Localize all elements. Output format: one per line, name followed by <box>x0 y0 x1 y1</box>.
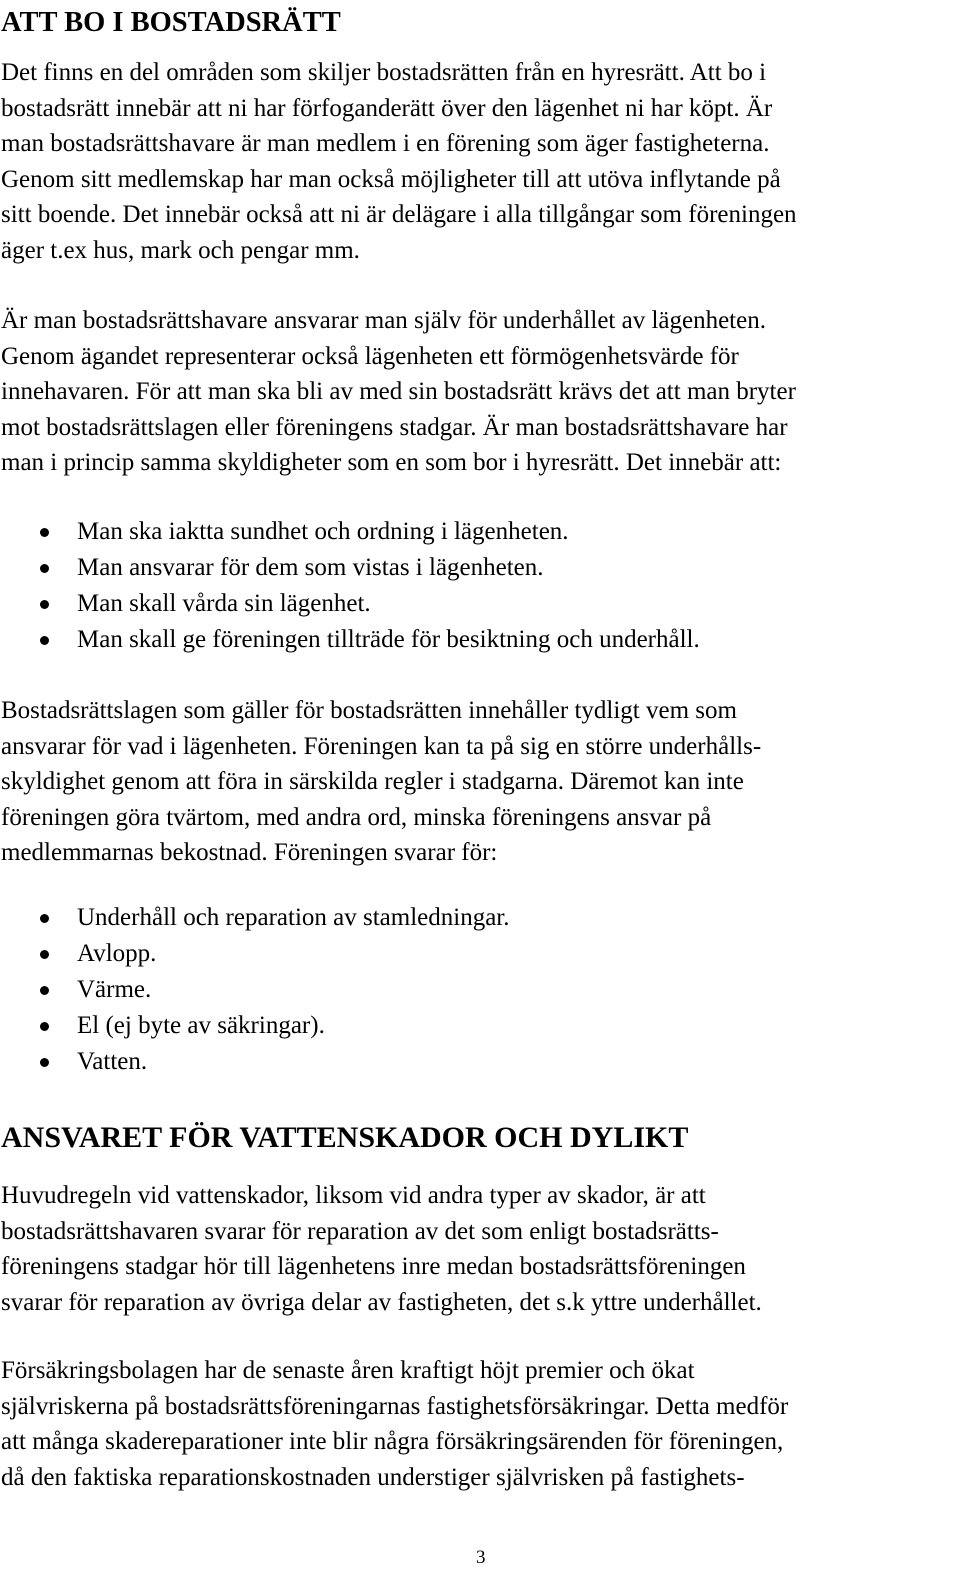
list-item <box>0 622 700 658</box>
paragraph-responsibility <box>1 303 796 481</box>
text-line: bostadsrättshavaren svarar för reparation av det som enligt bostadsrätts- <box>1 1217 719 1245</box>
text-line: medlemmarnas bekostnad. Föreningen svarar för: <box>1 839 498 866</box>
list-item <box>0 1008 509 1044</box>
page-number: 3 <box>476 1547 486 1568</box>
list-item-text: Underhåll och reparation av stamledningar. <box>77 904 510 931</box>
text-line: man i princip samma skyldigheter som en som bor i hyresrätt. Det innebär att: <box>1 449 782 476</box>
paragraph-insurance <box>1 1353 788 1495</box>
list-item <box>0 972 509 1008</box>
bullet-icon <box>40 986 49 995</box>
list-item-text: Värme. <box>77 976 152 1003</box>
text-line: man bostadsrättshavare är man medlem i en förening som äger fastigheterna. <box>1 130 770 157</box>
list-item-text: Man ansvarar för dem som vistas i lägenheten. <box>77 554 544 581</box>
text-line: sitt boende. Det innebär också att ni är delägare i alla tillgångar som föreningen <box>1 201 797 228</box>
text-line: svarar för reparation av övriga delar av fastigheten, det s.k yttre underhållet. <box>1 1288 762 1316</box>
list-item <box>0 514 700 550</box>
bullet-icon <box>40 636 49 645</box>
text-line: självriskerna på bostadsrättsföreningarnas fastighetsförsäkringar. Detta medför <box>1 1392 789 1420</box>
bullet-icon <box>40 564 49 573</box>
text-line: äger t.ex hus, mark och pengar mm. <box>1 236 360 264</box>
text-line: mot bostadsrättslagen eller föreningens stadgar. Är man bostadsrättshavare har <box>1 413 788 441</box>
text-line: skyldighet genom att föra in särskilda regler i stadgarna. Däremot kan inte <box>1 768 744 795</box>
list-item <box>0 900 509 936</box>
list-item-text: Avlopp. <box>77 940 157 967</box>
text-line: Bostadsrättslagen som gäller för bostadsrätten innehåller tydligt vem som <box>1 697 737 724</box>
text-line: Försäkringsbolagen har de senaste åren kraftigt höjt premier och ökat <box>1 1357 695 1384</box>
association-responsibilities-list <box>0 900 509 1080</box>
bullet-icon <box>40 1022 49 1031</box>
bullet-icon <box>40 528 49 537</box>
bullet-icon <box>40 950 49 959</box>
bullet-icon <box>40 914 49 923</box>
text-line: bostadsrätt innebär att ni har förfoganderätt över den lägenhet ni har köpt. Är <box>1 94 773 122</box>
bullet-icon <box>40 1058 49 1067</box>
bullet-icon <box>40 600 49 609</box>
list-item-text: Man ska iaktta sundhet och ordning i lägenheten. <box>77 518 569 545</box>
list-item <box>0 936 509 972</box>
text-line: Genom ägandet representerar också lägenheten ett förmögenhetsvärde för <box>1 342 739 370</box>
list-item-text: Man skall vårda sin lägenhet. <box>77 590 371 617</box>
list-item <box>0 1044 509 1080</box>
text-line: Det finns en del områden som skiljer bostadsrätten från en hyresrätt. Att bo i <box>1 59 767 86</box>
list-item-text: El (ej byte av säkringar). <box>77 1012 325 1039</box>
text-line: ansvarar för vad i lägenheten. Föreningen kan ta på sig en större underhålls- <box>1 732 762 760</box>
paragraph-main-rule <box>1 1178 762 1320</box>
paragraph-intro <box>1 55 797 268</box>
text-line: att många skadereparationer inte blir några försäkringsärenden för föreningen, <box>1 1428 784 1455</box>
obligations-list <box>0 514 700 658</box>
text-line: då den faktiska reparationskostnaden understiger självrisken på fastighets- <box>1 1463 745 1491</box>
section-heading-bostadsratt: ATT BO I BOSTADSRÄTT <box>1 7 341 38</box>
section-heading-vattenskador: ANSVARET FÖR VATTENSKADOR OCH DYLIKT <box>1 1121 689 1154</box>
list-item <box>0 586 700 622</box>
list-item-text: Man skall ge föreningen tillträde för besiktning och underhåll. <box>77 626 700 653</box>
text-line: föreningen göra tvärtom, med andra ord, minska föreningens ansvar på <box>1 803 712 831</box>
paragraph-bostadsrattslagen <box>1 693 761 871</box>
list-item-text: Vatten. <box>77 1048 148 1075</box>
text-line: innehavaren. För att man ska bli av med sin bostadsrätt krävs det att man bryter <box>1 378 796 405</box>
text-line: Genom sitt medlemskap har man också möjligheter till att utöva inflytande på <box>1 165 781 193</box>
text-line: föreningens stadgar hör till lägenhetens inre medan bostadsrättsföreningen <box>1 1253 746 1280</box>
text-line: Huvudregeln vid vattenskador, liksom vid andra typer av skador, är att <box>1 1182 706 1209</box>
list-item <box>0 550 700 586</box>
text-line: Är man bostadsrättshavare ansvarar man själv för underhållet av lägenheten. <box>1 307 766 334</box>
